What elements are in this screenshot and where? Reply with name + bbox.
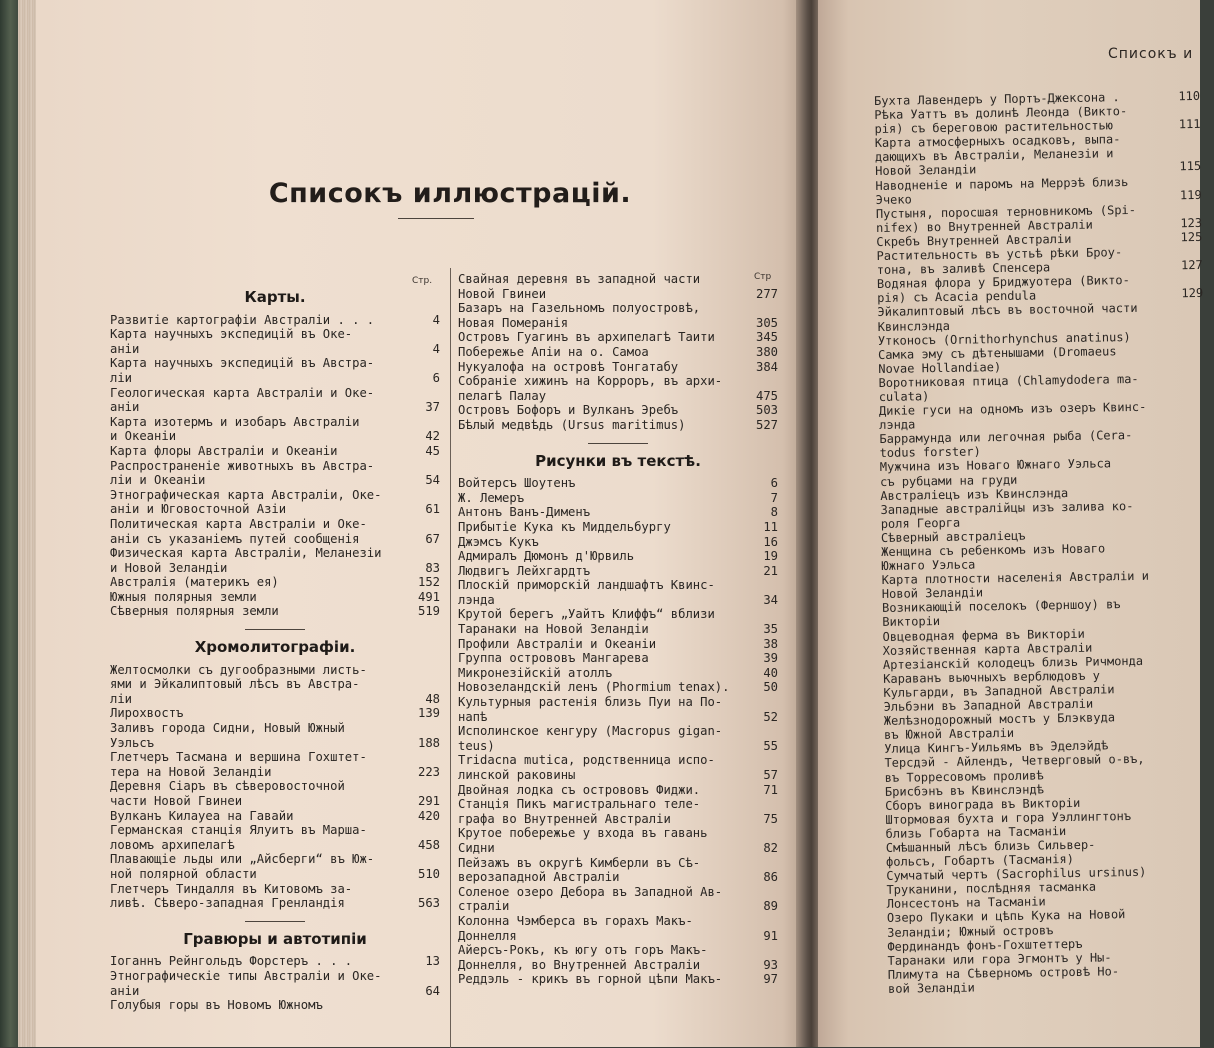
item-title: Карта флоры Австраліи и Океаніи <box>110 444 410 459</box>
hromo-list <box>110 663 440 911</box>
item-page-number: 510 <box>410 867 440 882</box>
list-item <box>110 852 440 881</box>
list-item <box>458 826 778 855</box>
item-title: Геологическая карта Австраліи и Оке- аніи <box>110 386 410 415</box>
list-item <box>110 779 440 808</box>
item-page-number: 45 <box>410 444 440 459</box>
list-item <box>110 750 440 779</box>
section-rule <box>588 443 648 444</box>
list-item <box>458 651 778 666</box>
item-page-number: 127 <box>1175 258 1203 273</box>
item-title: Карта изотермъ и изобаръ Австраліи и Океаніи <box>110 415 410 444</box>
item-title: Крутой берегъ „Уайтъ Клиффъ“ вблизи Таранаки на Новой Зеландіи <box>458 607 748 636</box>
list-item <box>458 549 778 564</box>
item-title: Эльбэни въ Западной Австраліи <box>884 695 1182 714</box>
item-title: Людвигъ Лейхгардтъ <box>458 564 748 579</box>
list-item <box>458 724 778 753</box>
item-page-number: 54 <box>410 473 440 488</box>
item-title: Деревня Сіаръ въ сѣверовосточной части Новой Гвинеи <box>110 779 410 808</box>
item-title: Южныя полярныя земли <box>110 590 410 605</box>
item-title: Смѣшанный лѣсъ близь Сильвер- фольсъ, Гобартъ (Тасманія) <box>886 836 1184 869</box>
item-title: Женщина съ ребенкомъ изъ Новаго Южнаго Уэльса <box>881 540 1179 573</box>
item-title: Станція Пикъ магистральнаго теле- графа во Внутренней Австраліи <box>458 797 748 826</box>
item-title: Австралія (материкъ ея) <box>110 575 410 590</box>
list-item <box>458 797 778 826</box>
item-title: Бѣлый медвѣдь (Ursus maritimus) <box>458 418 748 433</box>
list-item <box>110 517 440 546</box>
item-title: Адмиралъ Дюмонъ д'Юрвиль <box>458 549 748 564</box>
title-rule <box>398 218 474 219</box>
list-item <box>458 403 778 418</box>
item-title: Желтосмолки съ дугообразными листь- ями и Эйкалиптовый лѣсъ въ Австра- ліи <box>110 663 410 707</box>
risunki-list <box>458 476 778 987</box>
item-title: Озеро Пукаки и цѣпь Кука на Новой Зеландіи; Южный островъ <box>887 907 1185 940</box>
list-item <box>458 783 778 798</box>
list-item <box>110 415 440 444</box>
list-item <box>458 943 778 972</box>
list-item <box>458 680 778 695</box>
item-page-number: 139 <box>410 706 440 721</box>
item-title: Побережье Апіи на о. Самоа <box>458 345 748 360</box>
item-page-number: 52 <box>748 710 778 725</box>
item-title: Микронезійскій атоллъ <box>458 666 748 681</box>
item-page-number: 110 <box>1172 89 1200 104</box>
item-title: Лонсестонъ на Тасманіи <box>887 893 1185 912</box>
item-title: Желѣзнодорожный мостъ у Блэквуда въ Южной Австраліи <box>884 709 1182 742</box>
section-heading-risunki: Рисунки въ текстѣ. <box>458 454 778 469</box>
list-item <box>110 459 440 488</box>
item-page-number: 125 <box>1174 230 1202 245</box>
item-page-number: 91 <box>748 929 778 944</box>
item-page-number: 97 <box>748 972 778 987</box>
list-item <box>110 313 440 328</box>
section-heading-hromo: Хромолитографіи. <box>110 640 440 655</box>
list-item <box>110 882 440 911</box>
item-title: Пейзажъ въ округѣ Кимберли въ Сѣ- верозападной Австраліи <box>458 856 748 885</box>
item-page-number: 13 <box>410 954 440 969</box>
item-page-number: 82 <box>748 841 778 856</box>
list-item <box>110 444 440 459</box>
item-title: Островъ Гуагинъ въ архипелагѣ Таити <box>458 330 748 345</box>
list-item <box>458 972 778 987</box>
item-page-number: 115 <box>1173 159 1201 174</box>
item-page-number: 83 <box>410 561 440 576</box>
item-title: Профили Австраліи и Океаніи <box>458 637 748 652</box>
item-title: Глетчеръ Тасмана и вершина Гохштет- тера на Новой Зеландіи <box>110 750 410 779</box>
item-title: Скребъ Внутренней Австраліи <box>876 230 1174 249</box>
item-title: Рѣка Уаттъ въ долинѣ Леонда (Викто- рія) съ береговою растительностью <box>874 103 1172 136</box>
page-column-label-mid: Стр <box>754 272 771 282</box>
list-item <box>110 386 440 415</box>
item-page-number: 4 <box>410 342 440 357</box>
page-title: Списокъ иллюстрацій. <box>230 178 670 209</box>
item-title: Іоганнъ Рейнгольдъ Форстеръ . . . <box>110 954 410 969</box>
list-item <box>458 272 778 301</box>
item-title: Австраліецъ изъ Квинслэнда <box>880 484 1178 503</box>
item-page-number: 75 <box>748 812 778 827</box>
right-list <box>874 89 1214 996</box>
list-item <box>458 418 778 433</box>
item-page-number: 86 <box>748 870 778 885</box>
item-page-number: 37 <box>410 400 440 415</box>
list-item <box>458 520 778 535</box>
item-title: Двойная лодка съ острововъ Фиджи. <box>458 783 748 798</box>
item-page-number: 19 <box>748 549 778 564</box>
item-title: Улица Кингъ-Уильямъ въ Эделэйдѣ <box>884 738 1182 757</box>
gravury-list <box>110 954 440 1012</box>
item-page-number: 55 <box>748 739 778 754</box>
list-item <box>458 637 778 652</box>
item-title: Этнографическіе типы Австраліи и Оке- аніи <box>110 969 410 998</box>
item-title: Таранаки или гора Эгмонтъ у Ны- Плимута на Сѣверномъ островѣ Но- вой Зеландіи <box>888 949 1187 996</box>
list-item <box>888 948 1214 995</box>
item-title: Карта плотности населенія Австраліи и Новой Зеландіи <box>882 568 1180 601</box>
item-title: Растительность въ устьѣ рѣки Броу- тона, въ заливѣ Спенсера <box>876 244 1174 277</box>
item-title: Карта научныхъ экспедицій въ Австра- ліи <box>110 356 410 385</box>
item-title: Плавающіе льды или „Айсберги“ въ Юж- ной полярной области <box>110 852 410 881</box>
item-page-number: 6 <box>410 371 440 386</box>
item-title: Эйкалиптовый лѣсъ въ восточной части Квинслэнда <box>877 301 1175 334</box>
item-title: Караванъ вьючныхъ верблюдовъ у Кульгарди, въ Западной Австраліи <box>883 667 1181 700</box>
item-title: Водяная флора у Бриджуотера (Викто- рія) съ Acacia pendula <box>877 273 1175 306</box>
list-item <box>110 546 440 575</box>
list-item <box>458 695 778 724</box>
mid-top-list <box>458 272 778 433</box>
item-title: Развитіе картографіи Австраліи . . . <box>110 313 410 328</box>
list-item <box>458 301 778 330</box>
item-page-number: 527 <box>748 418 778 433</box>
list-item <box>458 476 778 491</box>
list-item <box>458 564 778 579</box>
list-item <box>110 706 440 721</box>
list-item <box>458 578 778 607</box>
page-column-label: Стр. <box>412 276 432 286</box>
item-title: Германская станція Ялуитъ въ Марша- ловомъ архипелагѣ <box>110 823 410 852</box>
item-title: Крутое побережье у входа въ гавань Сидни <box>458 826 748 855</box>
item-page-number: 42 <box>410 429 440 444</box>
item-title: Голубыя горы въ Новомъ Южномъ <box>110 998 410 1013</box>
item-page-number: 7 <box>748 491 778 506</box>
item-title: Свайная деревня въ западной части Новой Гвинеи <box>458 272 748 301</box>
item-title: Терсдэй - Айлендъ, Четверговый о-въ, въ Торресовомъ проливѣ <box>884 752 1182 785</box>
item-title: Базаръ на Газельномъ полуостровѣ, Новая Померанія <box>458 301 748 330</box>
item-page-number: 491 <box>410 590 440 605</box>
item-page-number: 291 <box>410 794 440 809</box>
list-item <box>458 885 778 914</box>
item-title: Баррамунда или легочная рыба (Cera- todus forster) <box>879 428 1177 461</box>
list-item <box>458 914 778 943</box>
item-page-number: 40 <box>748 666 778 681</box>
item-page-number: 123 <box>1174 216 1202 231</box>
right-page-content <box>818 0 1200 1047</box>
list-item <box>110 327 440 356</box>
item-page-number: 188 <box>410 736 440 751</box>
list-item <box>458 345 778 360</box>
item-title: Глетчеръ Тиндалля въ Китовомъ за- ливѣ. Сѣверо-западная Гренландія <box>110 882 410 911</box>
item-title: Сѣверныя полярныя земли <box>110 604 410 619</box>
item-title: Брисбэнъ въ Квинслэндѣ <box>885 780 1183 799</box>
item-title: Прибытіе Кука къ Миддельбургу <box>458 520 748 535</box>
list-item <box>110 590 440 605</box>
item-page-number: 384 <box>748 360 778 375</box>
right-column <box>874 89 1214 996</box>
item-page-number: 111 <box>1172 117 1200 132</box>
item-title: Айерсъ-Рокъ, къ югу отъ горъ Макъ- Доннелля, во Внутренней Австраліи <box>458 943 748 972</box>
item-page-number: 64 <box>410 984 440 999</box>
list-item <box>458 505 778 520</box>
item-title: Заливъ города Сидни, Новый Южный Уэльсъ <box>110 721 410 750</box>
item-title: Пустыня, поросшая терновникомъ (Spi- nifex) во Внутренней Австраліи <box>876 202 1174 235</box>
list-item <box>458 856 778 885</box>
item-page-number: 345 <box>748 330 778 345</box>
item-title: Штормовая бухта и гора Уэллингтонъ близь Гобарта на Тасманіи <box>885 808 1183 841</box>
item-title: Хозяйственная карта Австраліи <box>883 639 1181 658</box>
item-page-number: 129 <box>1175 286 1203 301</box>
item-page-number: 503 <box>748 403 778 418</box>
item-page-number: 39 <box>748 651 778 666</box>
column-separator <box>450 268 451 1048</box>
item-title: Антонъ Ванъ-Дименъ <box>458 505 748 520</box>
list-item <box>110 998 440 1013</box>
list-item <box>458 607 778 636</box>
item-page-number: 8 <box>748 505 778 520</box>
list-item <box>110 663 440 707</box>
item-page-number: 119 <box>1174 188 1202 203</box>
item-page-number: 4 <box>410 313 440 328</box>
item-page-number: 380 <box>748 345 778 360</box>
item-title: Tridacna mutica, родственница испо- линской раковины <box>458 753 748 782</box>
list-item <box>458 330 778 345</box>
list-item <box>875 131 1202 178</box>
item-title: Лирохвостъ <box>110 706 410 721</box>
item-title: Труканини, послѣдняя тасманка <box>886 878 1184 897</box>
item-title: Плоскій приморскій ландшафтъ Квинс- лэнда <box>458 578 748 607</box>
item-page-number: 61 <box>410 502 440 517</box>
list-item <box>110 488 440 517</box>
item-page-number: 6 <box>748 476 778 491</box>
section-rule <box>245 629 305 630</box>
item-title: Наводненіе и паромъ на Меррэѣ близь Эчеко <box>875 174 1173 207</box>
item-title: Физическая карта Австраліи, Меланезіи и Новой Зеландіи <box>110 546 410 575</box>
section-rule <box>245 921 305 922</box>
item-page-number: 11 <box>748 520 778 535</box>
item-title: Войтерсъ Шоутенъ <box>458 476 748 491</box>
item-title: Артезіанскій колодецъ близь Ричмонда <box>883 653 1181 672</box>
item-title: Сумчатый чертъ (Sacrophilus ursinus) <box>886 864 1184 883</box>
item-title: Нукуалофа на островѣ Тонгатабу <box>458 360 748 375</box>
item-title: Культурныя растенія близь Пуи на По- напѣ <box>458 695 748 724</box>
item-title: Группа острововъ Мангарева <box>458 651 748 666</box>
item-page-number: 277 <box>748 287 778 302</box>
item-page-number: 35 <box>748 622 778 637</box>
list-item <box>458 753 778 782</box>
item-title: Колонна Чэмберса въ горахъ Макъ- Доннелля <box>458 914 748 943</box>
item-page-number: 152 <box>410 575 440 590</box>
item-title: Джэмсъ Кукъ <box>458 535 748 550</box>
item-title: Политическая карта Австраліи и Оке- аніи съ указаніемъ путей сообщенія <box>110 517 410 546</box>
item-title: Исполинское кенгуру (Macropus gigan- teus) <box>458 724 748 753</box>
item-title: Распространеніе животныхъ въ Австра- ліи и Океаніи <box>110 459 410 488</box>
list-item <box>110 604 440 619</box>
list-item <box>458 535 778 550</box>
item-page-number: 67 <box>410 532 440 547</box>
item-title: Утконосъ (Ornithorhynchus anatinus) <box>878 329 1176 348</box>
item-title: Фердинандъ фонъ-Гохштеттеръ <box>887 935 1185 954</box>
list-item <box>110 809 440 824</box>
item-title: Бухта Лавендеръ у Портъ-Джексона . <box>874 89 1172 108</box>
item-page-number: 93 <box>748 958 778 973</box>
list-item <box>458 374 778 403</box>
middle-column <box>458 272 778 987</box>
item-title: Карта атмосферныхъ осадковъ, выпа- дающихъ въ Австраліи, Меланезіи и Новой Зеландіи <box>875 132 1174 179</box>
section-heading-gravury: Гравюры и автотипіи <box>110 932 440 947</box>
item-title: Островъ Бофоръ и Вулканъ Эребъ <box>458 403 748 418</box>
item-title: Новозеландскій ленъ (Phormium tenax). <box>458 680 748 695</box>
left-column <box>110 272 440 1013</box>
item-page-number: 89 <box>748 899 778 914</box>
list-item <box>110 823 440 852</box>
list-item <box>110 356 440 385</box>
item-title: Ж. Лемеръ <box>458 491 748 506</box>
item-page-number: 305 <box>748 316 778 331</box>
item-title: Самка эму съ дѣтенышами (Dromaeus Novae Hollandiae) <box>878 343 1176 376</box>
list-item <box>110 954 440 969</box>
item-title: Овцеводная ферма въ Викторіи <box>882 625 1180 644</box>
section-heading-karty: Карты. <box>110 290 440 305</box>
list-item <box>458 360 778 375</box>
item-page-number: 475 <box>748 389 778 404</box>
item-title: Дикіе гуси на одномъ изъ озеръ Квинс- лэнда <box>879 399 1177 432</box>
list-item <box>110 721 440 750</box>
item-page-number: 21 <box>748 564 778 579</box>
list-item <box>110 969 440 998</box>
item-page-number: 34 <box>748 593 778 608</box>
item-title: Вулканъ Килауеа на Гавайи <box>110 809 410 824</box>
running-head: Списокъ и <box>1108 46 1193 62</box>
list-item <box>458 491 778 506</box>
item-title: Возникающій поселокъ (Ферншоу) въ Викторіи <box>882 597 1180 630</box>
list-item <box>458 666 778 681</box>
item-title: Карта научныхъ экспедицій въ Оке- аніи <box>110 327 410 356</box>
item-title: Собраніе хижинъ на Корроръ, въ архи- пелагѣ Палау <box>458 374 748 403</box>
item-title: Мужчина изъ Новаго Южнаго Уэльса съ рубцами на груди <box>880 456 1178 489</box>
karty-list <box>110 313 440 619</box>
item-page-number: 71 <box>748 783 778 798</box>
item-page-number: 48 <box>410 692 440 707</box>
item-page-number: 458 <box>410 838 440 853</box>
item-title: Сборъ винограда въ Викторіи <box>885 794 1183 813</box>
item-page-number: 420 <box>410 809 440 824</box>
item-page-number: 519 <box>410 604 440 619</box>
item-title: Этнографическая карта Австраліи, Оке- аніи и Юговосточной Азіи <box>110 488 410 517</box>
item-page-number: 223 <box>410 765 440 780</box>
list-item <box>110 575 440 590</box>
item-page-number: 57 <box>748 768 778 783</box>
item-page-number: 38 <box>748 637 778 652</box>
item-page-number: 563 <box>410 896 440 911</box>
item-title: Западные австралійцы изъ залива ко- роля Георга <box>880 498 1178 531</box>
item-title: Сѣверный австраліецъ <box>881 526 1179 545</box>
item-page-number: 50 <box>748 680 778 695</box>
item-title: Воротниковая птица (Chlamydodera ma- culata) <box>878 371 1176 404</box>
item-title: Реддэль - крикъ въ горной цѣпи Макъ- <box>458 972 748 987</box>
item-page-number: 16 <box>748 535 778 550</box>
item-title: Соленое озеро Дебора въ Западной Ав- страліи <box>458 885 748 914</box>
